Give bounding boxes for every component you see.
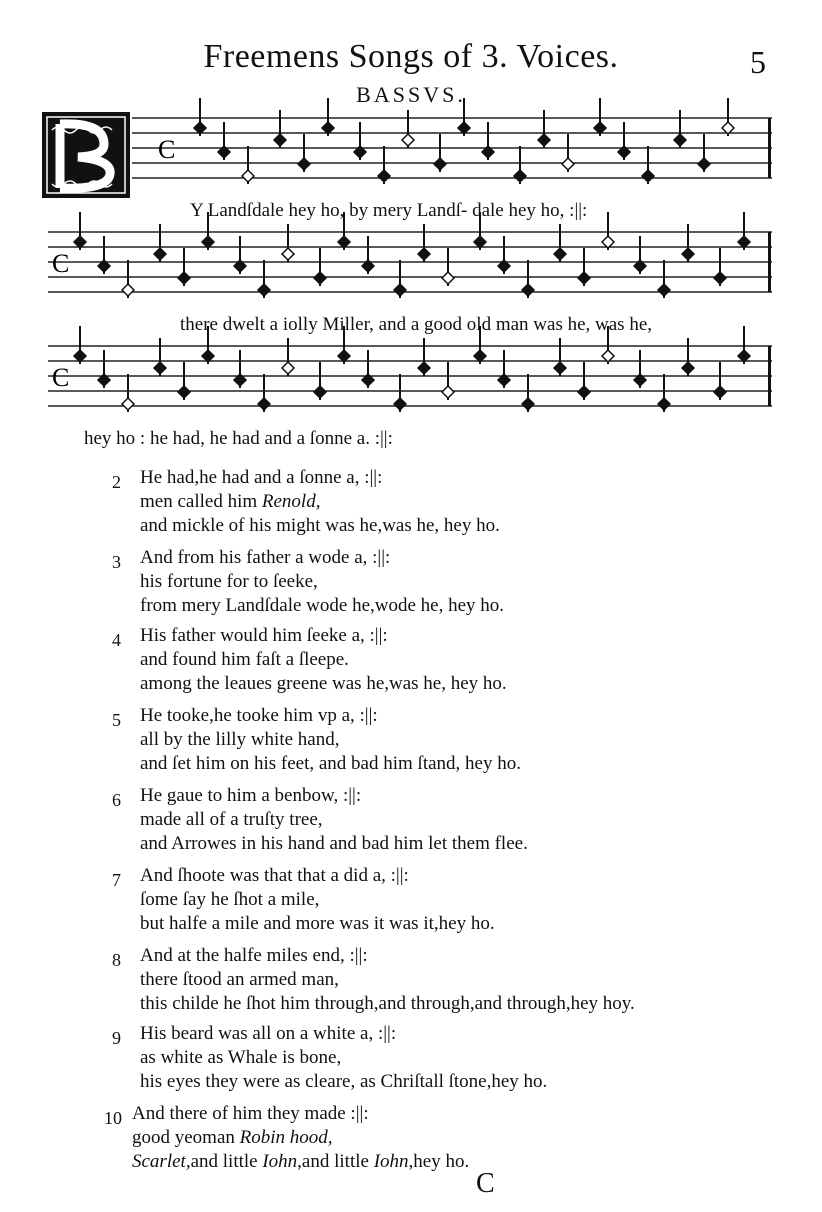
stanza-number: 5 xyxy=(112,710,121,730)
stanza-text: He tooke,he tooke him vp a, :||: xyxy=(140,705,378,726)
lyric-line-3: hey ho : he had, he had and a ſonne a. :||: xyxy=(84,428,393,449)
stanza-text: And ſhoote was that that a did a, :||: xyxy=(140,865,409,886)
note-mark xyxy=(442,248,454,286)
stanza-text: He had,he had and a ſonne a, :||: xyxy=(140,467,383,488)
stanza-text: And from his father a wode a, :||: xyxy=(140,547,391,568)
stanza-text: and Arrowes in his hand and bad him let them flee. xyxy=(140,833,528,854)
lyric-line-2: there dwelt a iolly Miller, and a good old man was he, was he, xyxy=(180,314,653,335)
note-mark xyxy=(714,362,726,400)
stanza-number: 2 xyxy=(112,472,121,492)
note-mark xyxy=(514,146,526,184)
note-mark xyxy=(674,110,686,148)
stanza-text: there ſtood an armed man, xyxy=(140,969,339,990)
stanza-text: and little xyxy=(190,1151,263,1172)
note-mark xyxy=(498,236,510,274)
stanza-text: ,hey ho. xyxy=(408,1151,470,1172)
stanza-text: as white as Whale is bone, xyxy=(140,1047,342,1068)
note-mark xyxy=(698,134,710,172)
note-mark xyxy=(394,374,406,412)
note-mark xyxy=(682,224,694,262)
stanza-8 xyxy=(112,944,635,1016)
note-mark xyxy=(538,110,550,148)
clef-mark: C xyxy=(52,249,70,278)
note-mark xyxy=(362,236,374,274)
bar-line xyxy=(768,346,771,406)
note-mark xyxy=(282,338,294,376)
note-mark xyxy=(378,146,390,184)
note-mark xyxy=(322,98,334,136)
note-mark xyxy=(498,350,510,388)
note-mark xyxy=(122,374,134,412)
stanza-text: men called him xyxy=(140,491,262,512)
stanza-2 xyxy=(112,466,500,538)
page-number: 5 xyxy=(750,44,766,80)
stanza-text: and found him faſt a ſleepe. xyxy=(140,649,349,670)
note-mark xyxy=(554,338,566,376)
stanza-3 xyxy=(112,546,504,618)
stanza-italic-name: Iohn xyxy=(373,1151,409,1172)
note-mark xyxy=(274,110,286,148)
stanza-number: 7 xyxy=(112,870,121,890)
bar-line xyxy=(768,118,771,178)
note-mark xyxy=(314,248,326,286)
note-mark xyxy=(242,146,254,184)
note-mark xyxy=(658,374,670,412)
note-mark xyxy=(218,122,230,160)
stanza-text: And there of him they made :||: xyxy=(132,1103,369,1124)
note-mark xyxy=(458,98,470,136)
stanza-text: ſome ſay he ſhot a mile, xyxy=(140,889,320,910)
stanza-text: and ſet him on his feet, and bad him ſtand, hey ho. xyxy=(140,753,521,774)
note-mark xyxy=(418,338,430,376)
music-notation xyxy=(0,0,822,460)
note-mark xyxy=(154,338,166,376)
note-mark xyxy=(354,122,366,160)
stanza-text: And at the halfe miles end, :||: xyxy=(140,945,368,966)
note-mark xyxy=(682,338,694,376)
stanza-number: 9 xyxy=(112,1028,121,1048)
stanza-text: ,and little xyxy=(297,1151,374,1172)
catchword: C xyxy=(476,1168,495,1199)
lyric-line-1: Y Landſdale hey ho, by mery Landſ- dale hey ho, :||: xyxy=(190,200,588,221)
stanza-text: made all of a truſty tree, xyxy=(140,809,323,830)
note-mark xyxy=(154,224,166,262)
note-mark xyxy=(234,236,246,274)
stanza-italic-name: Robin hood, xyxy=(239,1127,333,1148)
note-mark xyxy=(722,98,734,136)
stanza-4 xyxy=(112,624,507,696)
clef-mark: C xyxy=(158,135,176,164)
note-mark xyxy=(618,122,630,160)
clef-mark: C xyxy=(52,363,70,392)
note-mark xyxy=(298,134,310,172)
note-mark xyxy=(282,224,294,262)
stanza-number: 3 xyxy=(112,552,121,572)
note-mark xyxy=(178,362,190,400)
stanza-number: 8 xyxy=(112,950,121,970)
stanza-number: 4 xyxy=(112,630,121,650)
note-mark xyxy=(74,326,86,364)
note-mark xyxy=(74,212,86,250)
note-mark xyxy=(314,362,326,400)
stanza-5 xyxy=(112,704,521,776)
note-mark xyxy=(522,374,534,412)
note-mark xyxy=(482,122,494,160)
note-mark xyxy=(594,98,606,136)
note-mark xyxy=(738,212,750,250)
note-mark xyxy=(642,146,654,184)
stanza-10 xyxy=(104,1102,469,1174)
note-mark xyxy=(258,260,270,298)
note-mark xyxy=(554,224,566,262)
note-mark xyxy=(442,362,454,400)
note-mark xyxy=(194,98,206,136)
note-mark xyxy=(122,260,134,298)
note-mark xyxy=(178,248,190,286)
note-mark xyxy=(738,326,750,364)
note-mark xyxy=(658,260,670,298)
note-mark xyxy=(562,134,574,172)
stanza-italic-name: Renold, xyxy=(261,491,321,512)
stanza-italic-name: Iohn xyxy=(262,1151,298,1172)
bar-line xyxy=(768,232,771,292)
note-mark xyxy=(522,260,534,298)
stanza-number: 10 xyxy=(104,1108,122,1128)
stanza-text: from mery Landſdale wode he,wode he, hey ho. xyxy=(140,595,505,616)
note-mark xyxy=(634,236,646,274)
stanza-number: 6 xyxy=(112,790,121,810)
page-title: Freemens Songs of 3. Voices. xyxy=(203,38,619,75)
note-mark xyxy=(602,212,614,250)
note-mark xyxy=(394,260,406,298)
note-mark xyxy=(418,224,430,262)
stanza-9 xyxy=(112,1022,547,1094)
note-mark xyxy=(234,350,246,388)
stanza-text: He gaue to him a benbow, :||: xyxy=(140,785,362,806)
stanza-7 xyxy=(112,864,495,936)
note-mark xyxy=(402,110,414,148)
decorated-initial-icon xyxy=(42,112,130,198)
note-mark xyxy=(634,350,646,388)
note-mark xyxy=(98,350,110,388)
stanza-6 xyxy=(112,784,528,856)
stanza-text: and mickle of his might was he,was he, hey ho. xyxy=(140,515,500,536)
note-mark xyxy=(362,350,374,388)
stanza-text: among the leaues greene was he,was he, hey ho. xyxy=(140,673,507,694)
note-mark xyxy=(714,248,726,286)
stanza-text: but halfe a mile and more was it was it,hey ho. xyxy=(140,913,495,934)
stanza-text: His beard was all on a white a, :||: xyxy=(140,1023,397,1044)
note-mark xyxy=(578,248,590,286)
stanza-text: His father would him ſeeke a, :||: xyxy=(140,625,388,646)
stanza-text: his fortune for to ſeeke, xyxy=(140,571,318,592)
note-mark xyxy=(434,134,446,172)
voice-part-label: BASSVS. xyxy=(356,82,466,107)
stanza-text: all by the lilly white hand, xyxy=(140,729,340,750)
stanza-text: good yeoman xyxy=(132,1127,240,1148)
note-mark xyxy=(578,362,590,400)
stanza-italic-name: Scarlet, xyxy=(132,1151,191,1172)
note-mark xyxy=(258,374,270,412)
stanza-text: this childe he ſhot him through,and through,and through,hey hoy. xyxy=(140,993,635,1014)
stanza-text: his eyes they were as cleare, as Chriſtall ſtone,hey ho. xyxy=(140,1071,548,1092)
note-mark xyxy=(98,236,110,274)
